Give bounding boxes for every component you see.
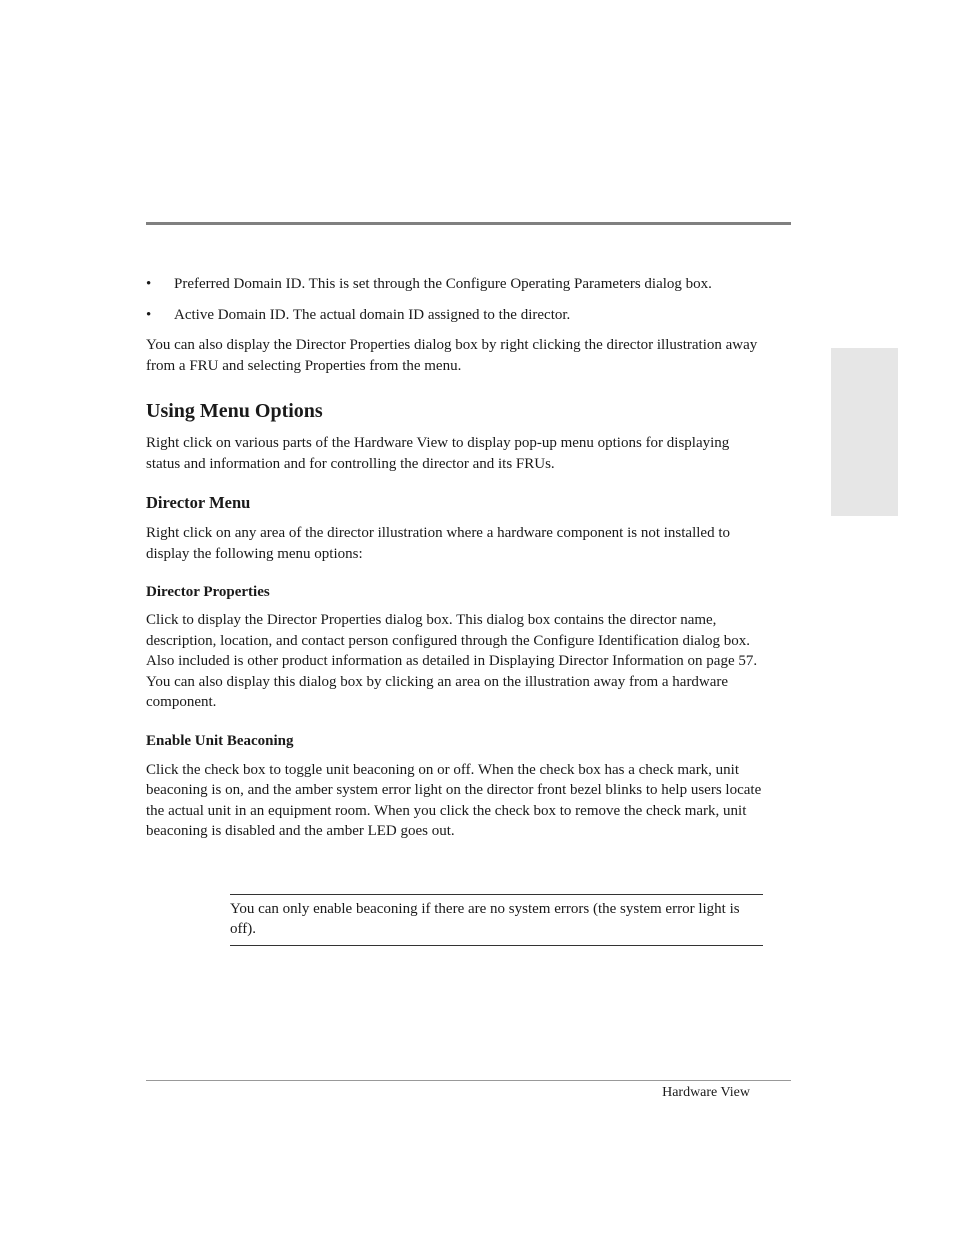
page-body: [146, 274, 766, 842]
note-text: You can only enable beaconing if there are no system errors (the system error light is off).: [230, 901, 740, 937]
subsection-paragraph: Right click on any area of the director illustration where a hardware component is not installed to display the following menu options:: [146, 525, 730, 562]
director-properties-heading: Director Properties: [146, 584, 270, 600]
header-rule: [146, 222, 791, 225]
section-paragraph: Right click on various parts of the Hardware View to display pop-up menu options for displaying status and information and for controlling the director and its FRUs.: [146, 435, 730, 472]
subsection-heading: Director Menu: [146, 493, 251, 512]
note-box: [230, 894, 763, 946]
footer-rule: [146, 1080, 791, 1081]
bullet-text: Active Domain ID. The actual domain ID assigned to the director.: [174, 306, 571, 323]
bullet-icon: •: [146, 276, 152, 292]
section-heading: Using Menu Options: [146, 400, 323, 422]
director-properties-paragraph: Click to display the Director Properties dialog box. This dialog box contains the director name, description, location, and contact person configured through the Configure Identification dialog box. Also included is other product information as detailed in Displaying Director Information on page 57. You can also display this dialog box by clicking an area on the illustration away from a hardware component.: [146, 612, 758, 710]
footer-title: Hardware View: [662, 1085, 750, 1100]
bullet-list: [146, 274, 766, 325]
bullet-text: Preferred Domain ID. This is set through the Configure Operating Parameters dialog box.: [174, 276, 712, 292]
bullet-icon: •: [146, 306, 152, 323]
chapter-tab: [831, 348, 898, 516]
intro-paragraph: You can also display the Director Properties dialog box by right clicking the director illustration away from a FRU and selecting Properties from the menu.: [146, 337, 758, 374]
list-item: [146, 305, 766, 326]
list-item: [146, 274, 766, 295]
enable-beaconing-heading: Enable Unit Beaconing: [146, 732, 294, 749]
enable-beaconing-paragraph: Click the check box to toggle unit beaconing on or off. When the check box has a check mark, unit beaconing is on, and the amber system error light on the director front bezel blinks to help users locate the actual unit in an equipment room. When you click the check box to remove the check mark, unit beaconing is disabled and the amber LED goes out.: [146, 761, 762, 839]
